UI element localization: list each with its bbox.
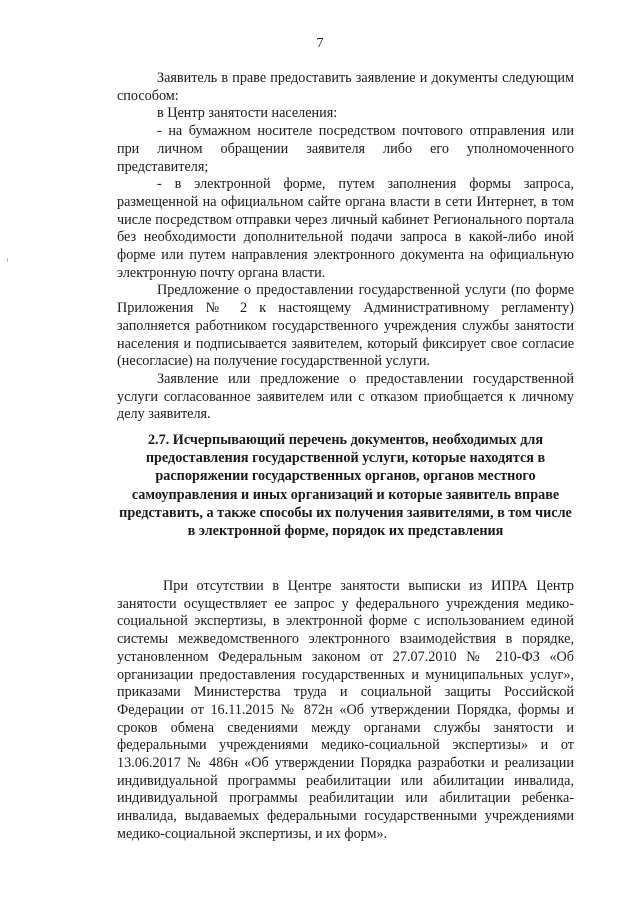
paragraph-electronic-method: - в электронной форме, путем заполнения формы запроса, размещенной на официальном сайте органа власти в сети Интернет, в том числе посредством отправки через личный кабинет Регионального портала без необходимости дополнительной подачи запроса в какой-либо иной форме или путем направления электронного документа на официальную электронную почту органа власти. <box>117 176 574 281</box>
paragraph-offer-form: Предложение о предоставлении государственной услуги (по форме Приложения № 2 к настоящему Административному регламенту) заполняется работником государственного учреждения службы занятости населения и подписывается заявителем, который фиксирует свое согласие (несогласие) на получение государственной услуги. <box>117 282 574 370</box>
paragraph-application-filing: Заявление или предложение о предоставлении государственной услуги согласованное заявителем или с отказом приобщается к личному делу заявителя. <box>117 370 574 423</box>
margin-mark <box>7 258 8 262</box>
section-heading <box>117 431 574 540</box>
paragraph-ipra-request: При отсутствии в Центре занятости выписки из ИПРА Центр занятости осуществляет ее запрос у федерального учреждения медико-социальной экспертизы, в электронной форме с использованием единой системы межведомственного электронного взаимодействия в порядке, установленном Федеральным законом от 27.07.2010 № 210-ФЗ «Об организации предоставления государственных и муниципальных услуг», приказами Министерства труда и социальной защиты Российской Федерации от 16.11.2015 № 872н «Об утверждении Порядка, формы и сроков обмена сведениями между органами службы занятости и федеральными учреждениями медико-социальной экспертизы» и от 13.06.2017 № 486н «Об утверждении Порядка разработки и реализации индивидуальной программы реабилитации или абилитации инвалида, индивидуальной программы реабилитации или абилитации ребенка-инвалида, выдаваемых федеральными государственными учреждениями медико-социальной экспертизы, и их форм». <box>117 578 574 842</box>
submission-methods-section <box>117 70 574 424</box>
paragraph-paper-method: - на бумажном носителе посредством почтового отправления или при личном обращении заявителя либо его уполномоченного представителя; <box>117 123 574 175</box>
paragraph-employment-center: в Центр занятости населения: <box>157 105 338 122</box>
page-number: 7 <box>316 36 324 51</box>
ipra-section <box>117 578 574 844</box>
paragraph-submission-intro: Заявитель в праве предоставить заявление и документы следующим способом: <box>117 70 574 104</box>
section-heading-text: 2.7. Исчерпывающий перечень документов, необходимых для предоставления государственной услуги, которые находятся в распоряжении государственных органов, органов местного самоуправления и иных организаций и которые заявитель вправе представить, а также способы их получения заявителями, в том числе в электронной форме, порядок их представления <box>119 432 572 540</box>
